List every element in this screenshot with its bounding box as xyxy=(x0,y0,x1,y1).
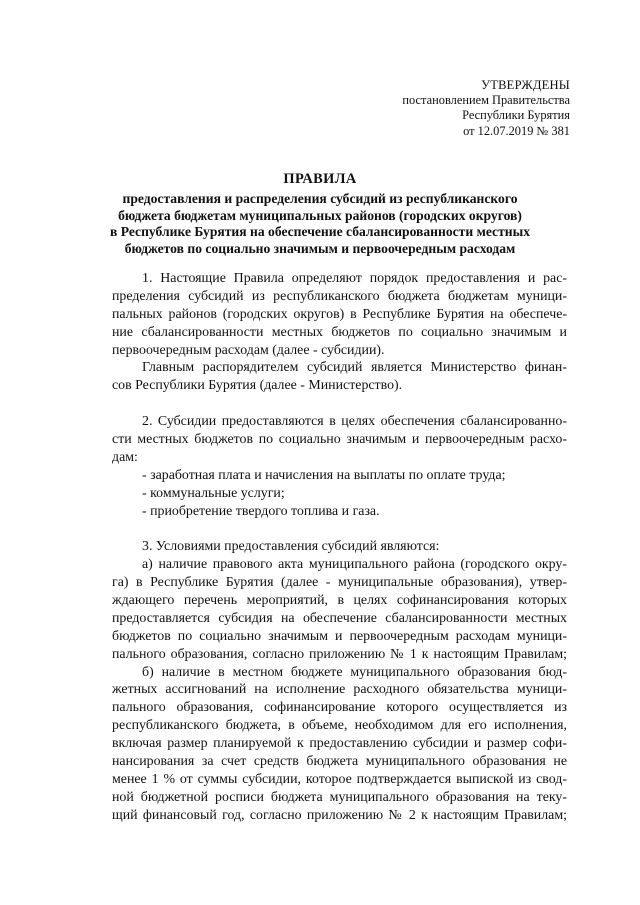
document-body xyxy=(112,270,567,825)
text-line: республиканского бюджета, в объеме, необходимом для его исполнения, xyxy=(112,718,567,734)
text-line: га) в Республике Бурятия (далее - муниципальные образования), утвер- xyxy=(112,575,567,591)
list-item: - приобретение твердого топлива и газа. xyxy=(142,503,380,519)
title-line: бюджета бюджетам муниципальных районов (городских округов) xyxy=(118,207,522,223)
text-line: 1. Настоящие Правила определяют порядок предоставления и рас- xyxy=(142,271,567,286)
text-line: включая размер планируемой к предоставлению субсидии и размер софи- xyxy=(112,736,567,752)
text-line: б) наличие в местном бюджете муниципального образования бюд- xyxy=(142,664,567,680)
list-item: - заработная плата и начисления на выплаты по оплате труда; xyxy=(142,467,506,483)
paragraph-1 xyxy=(112,270,567,359)
text-line: бюджетов по социально значимым и первоочередным расходам муници- xyxy=(112,628,567,644)
title-line: бюджетов по социально значимым и первоочередным расходам xyxy=(124,240,516,256)
title-line: в Республике Бурятия на обеспечение сбалансированности местных xyxy=(109,224,531,240)
text-line: пального образования, софинансирование которого осуществляется из xyxy=(112,700,567,716)
text-line: ние сбалансированности местных бюджетов по социально значимым и xyxy=(112,324,567,340)
title-line: предоставления и распределения субсидий из республиканского xyxy=(122,191,518,207)
document-title xyxy=(70,171,570,257)
text-line: менее 1 % от суммы субсидии, которое подтверждается выпиской из свод- xyxy=(112,771,567,787)
text-line: жетных ассигнований на исполнение расходного обязательства муници- xyxy=(112,682,567,698)
paragraph-a xyxy=(112,556,567,663)
text-line: ной бюджетной росписи бюджета муниципального образования на теку- xyxy=(112,789,567,805)
text-line: щий финансовый год, согласно приложению № 2 к настоящим Правилам; xyxy=(112,807,567,823)
text-line: Главным распорядителем субсидий является Министерство финан- xyxy=(142,360,567,376)
approval-date-number: от 12.07.2019 № 381 xyxy=(463,123,570,138)
text-line: пального образования, согласно приложению № 1 к настоящим Правилам; xyxy=(112,646,567,662)
text-line: пределения субсидий из республиканского бюджета бюджетам муници- xyxy=(112,288,567,304)
text-line: предоставляется субсидия на обеспечение сбалансированности местных xyxy=(112,610,567,626)
text-line: нансирования за счет средств бюджета муниципального образования не xyxy=(112,754,567,770)
text-line: 2. Субсидии предоставляются в целях обеспечения сбалансированно- xyxy=(142,414,567,430)
text-line: первоочередным расходам (далее - субсидии). xyxy=(112,342,385,358)
paragraph-b xyxy=(112,664,567,825)
expense-list xyxy=(112,467,567,521)
approval-line: Республики Бурятия xyxy=(462,108,570,123)
paragraph-3 xyxy=(112,413,567,467)
text-line: ждающего перечень мероприятий, в целях софинансирования которых xyxy=(112,593,567,609)
text-line: а) наличие правового акта муниципального района (городского окру- xyxy=(142,557,567,573)
approval-heading: УТВЕРЖДЕНЫ xyxy=(481,78,570,92)
title-main: ПРАВИЛА xyxy=(283,171,357,187)
text-line: дам: xyxy=(112,449,138,465)
approval-line: постановлением Правительства xyxy=(402,93,570,108)
paragraph-4: 3. Условиями предоставления субсидий являются: xyxy=(142,539,440,555)
text-line: пальных районов (городских округов) в Республике Бурятия на обеспече- xyxy=(112,306,567,322)
paragraph-2 xyxy=(112,359,567,395)
text-line: сов Республики Бурятия (далее - Министерство). xyxy=(112,378,403,394)
approval-stamp xyxy=(402,78,570,139)
text-line: сти местных бюджетов по социально значимым и первоочередным расхо- xyxy=(112,432,567,448)
list-item: - коммунальные услуги; xyxy=(142,485,285,501)
